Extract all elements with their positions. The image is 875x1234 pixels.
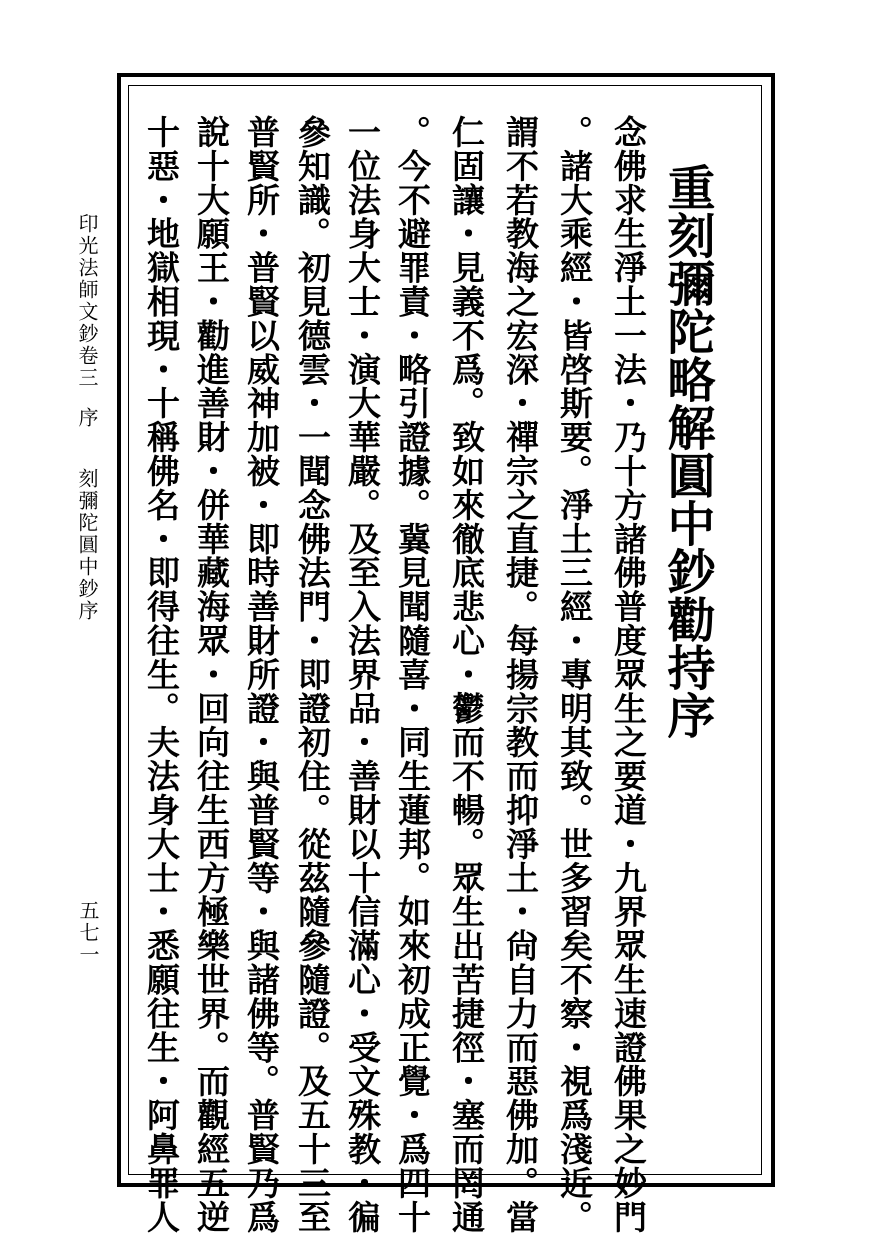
text-column-5: 。今不避罪責・略引證據。冀見聞隨喜・同生蓮邦。如來初成正覺・爲四十 <box>393 115 432 1234</box>
text-column-3: 謂不若教海之宏深・禪宗之直捷。每揚宗教而抑淨土・尙自力而惡佛加。當 <box>501 115 540 1234</box>
text-column-2: 。諸大乘經・皆啓斯要。淨土三經・專明其致。世多習矣不察・視爲淺近。 <box>555 115 594 1234</box>
text-column-7: 參知識。初見德雲・一聞念佛法門・即證初住。從茲隨參隨證。及五十三至 <box>293 115 332 1234</box>
text-column-1: 念佛求生淨土一法・乃十方諸佛普度眾生之要道・九界眾生速證佛果之妙門 <box>609 115 648 1234</box>
text-column-9: 說十大願王・勸進善財・併華藏海眾・回向往生西方極樂世界。而觀經五逆 <box>192 115 231 1234</box>
margin-book-title: 印光法師文鈔卷三 <box>75 213 99 389</box>
page-number: 五七一 <box>76 900 100 966</box>
page-title: 重刻彌陀略解圓中鈔勸持序 <box>659 163 715 739</box>
text-column-6: 一位法身大士・演大華嚴。及至入法界品・善財以十信滿心・受文殊教・徧 <box>343 115 382 1234</box>
margin-subtitle: 刻彌陀圓中鈔序 <box>75 468 99 622</box>
text-column-8: 普賢所・普賢以威神加被・即時善財所證・與普賢等・與諸佛等。普賢乃爲 <box>242 115 281 1234</box>
margin-section: 序 <box>75 407 99 429</box>
text-column-10: 十惡・地獄相現・十稱佛名・即得往生。夫法身大士・悉願往生・阿鼻罪人 <box>142 115 181 1234</box>
text-column-4: 仁固讓・見義不爲。致如來徹底悲心・鬱而不暢。眾生出苦捷徑・塞而罔通 <box>447 115 486 1234</box>
